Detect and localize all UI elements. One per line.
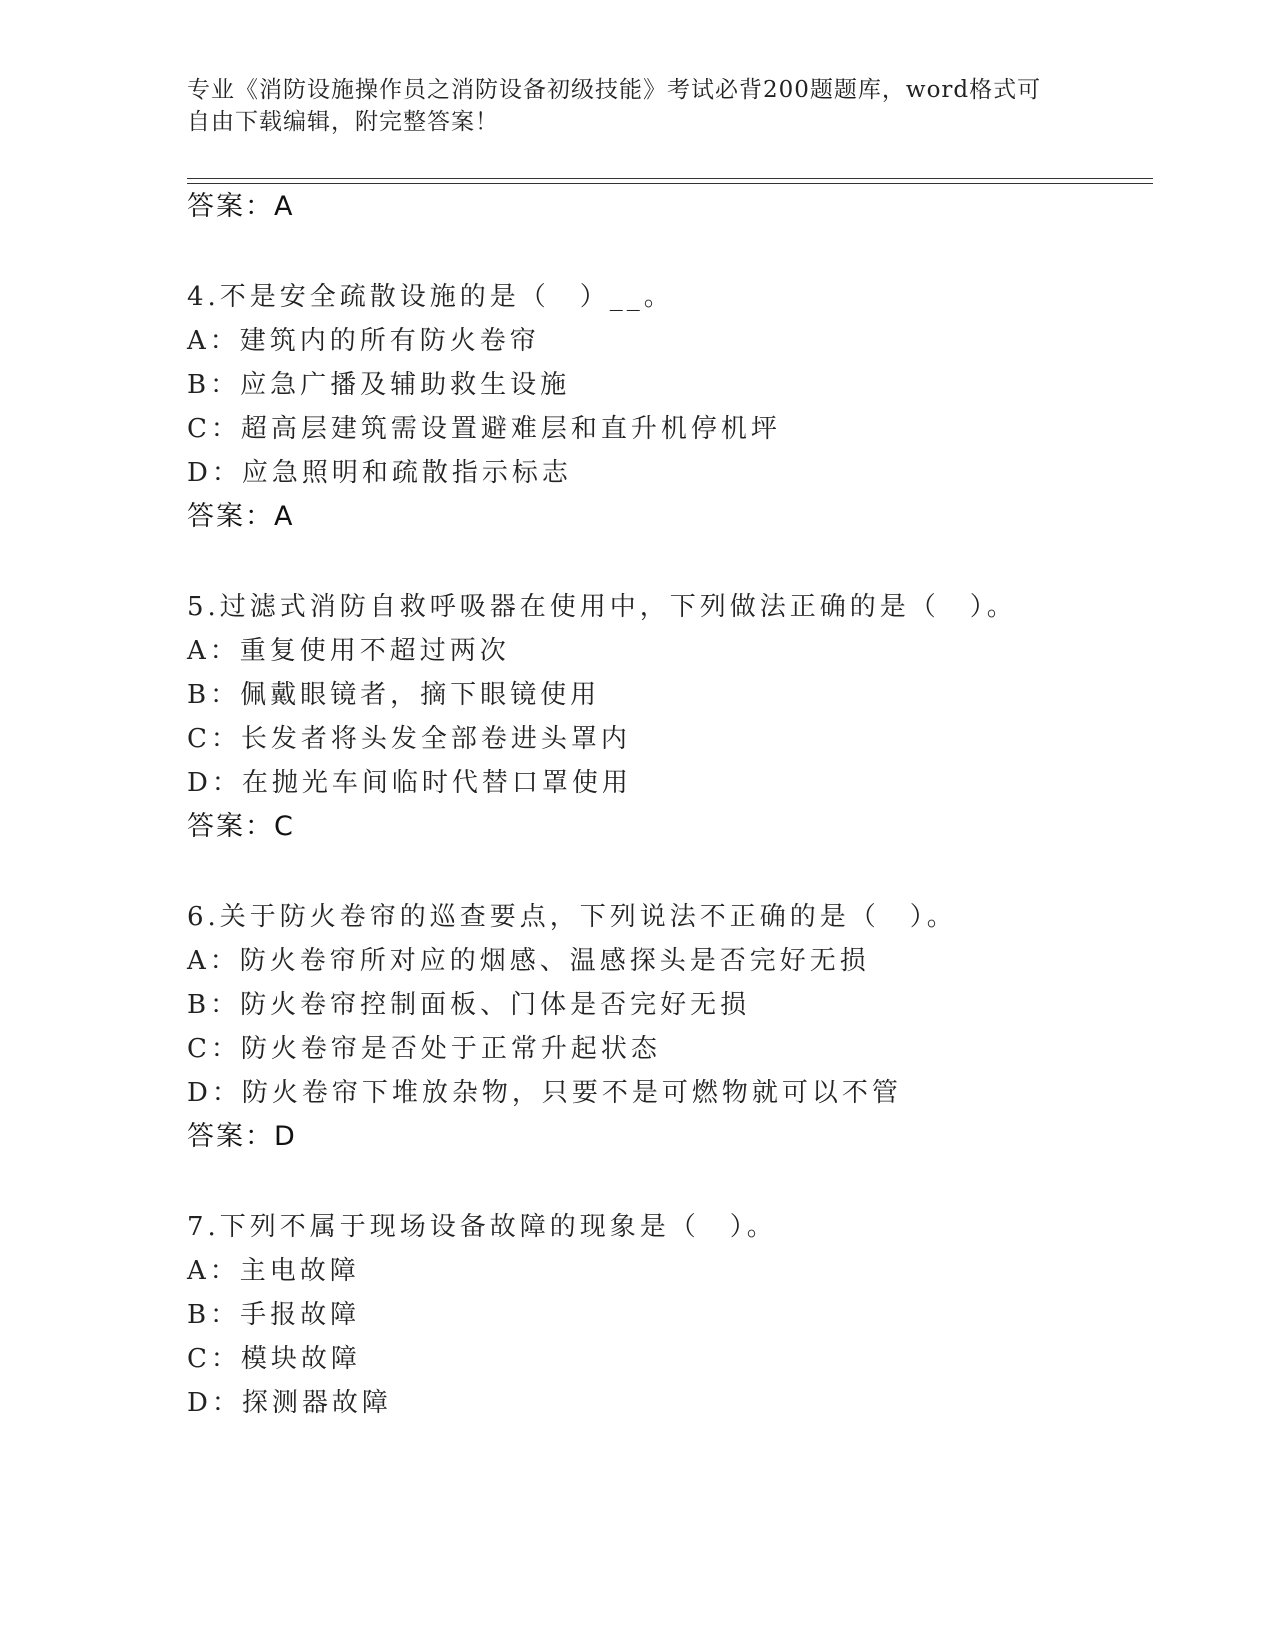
header-line-2: 自由下载编辑，附完整答案！	[187, 109, 499, 135]
question-5-answer: 答案：C	[187, 811, 295, 842]
question-5-option-c: C：长发者将头发全部卷进头罩内	[187, 724, 631, 754]
question-4-option-a: A：建筑内的所有防火卷帘	[187, 326, 540, 356]
question-5-option-a: A：重复使用不超过两次	[187, 636, 510, 666]
question-5-stem: 5.过滤式消防自救呼吸器在使用中，下列做法正确的是（ ）。	[187, 592, 1017, 622]
question-6-stem: 6.关于防火卷帘的巡查要点，下列说法不正确的是（ ）。	[187, 902, 957, 932]
question-4-option-b: B：应急广播及辅助救生设施	[187, 370, 571, 400]
question-4-stem: 4.不是安全疏散设施的是（ ）__。	[187, 282, 674, 312]
question-5-option-d: D：在抛光车间临时代替口罩使用	[187, 768, 632, 798]
question-5-option-b: B：佩戴眼镜者，摘下眼镜使用	[187, 680, 601, 710]
answer-prev: 答案：A	[187, 191, 295, 222]
header-divider-top	[187, 178, 1153, 179]
document-header	[187, 74, 1067, 138]
header-line-1: 专业《消防设施操作员之消防设备初级技能》考试必背200题题库，word格式可	[187, 77, 1042, 103]
question-6-option-c: C：防火卷帘是否处于正常升起状态	[187, 1034, 661, 1064]
question-6-option-a: A：防火卷帘所对应的烟感、温感探头是否完好无损	[187, 946, 870, 976]
question-6-option-d: D：防火卷帘下堆放杂物，只要不是可燃物就可以不管	[187, 1078, 902, 1108]
question-7-option-b: B：手报故障	[187, 1300, 361, 1330]
question-7-option-c: C：模块故障	[187, 1344, 361, 1374]
header-divider-bottom	[187, 183, 1153, 184]
question-6-option-b: B：防火卷帘控制面板、门体是否完好无损	[187, 990, 751, 1020]
question-4-option-c: C：超高层建筑需设置避难层和直升机停机坪	[187, 414, 781, 444]
question-4-option-d: D：应急照明和疏散指示标志	[187, 458, 572, 488]
question-4-answer: 答案：A	[187, 501, 295, 532]
question-7-stem: 7.下列不属于现场设备故障的现象是（ ）。	[187, 1212, 777, 1242]
question-6-answer: 答案：D	[187, 1121, 297, 1152]
question-7-option-a: A：主电故障	[187, 1256, 360, 1286]
question-7-option-d: D：探测器故障	[187, 1388, 392, 1418]
